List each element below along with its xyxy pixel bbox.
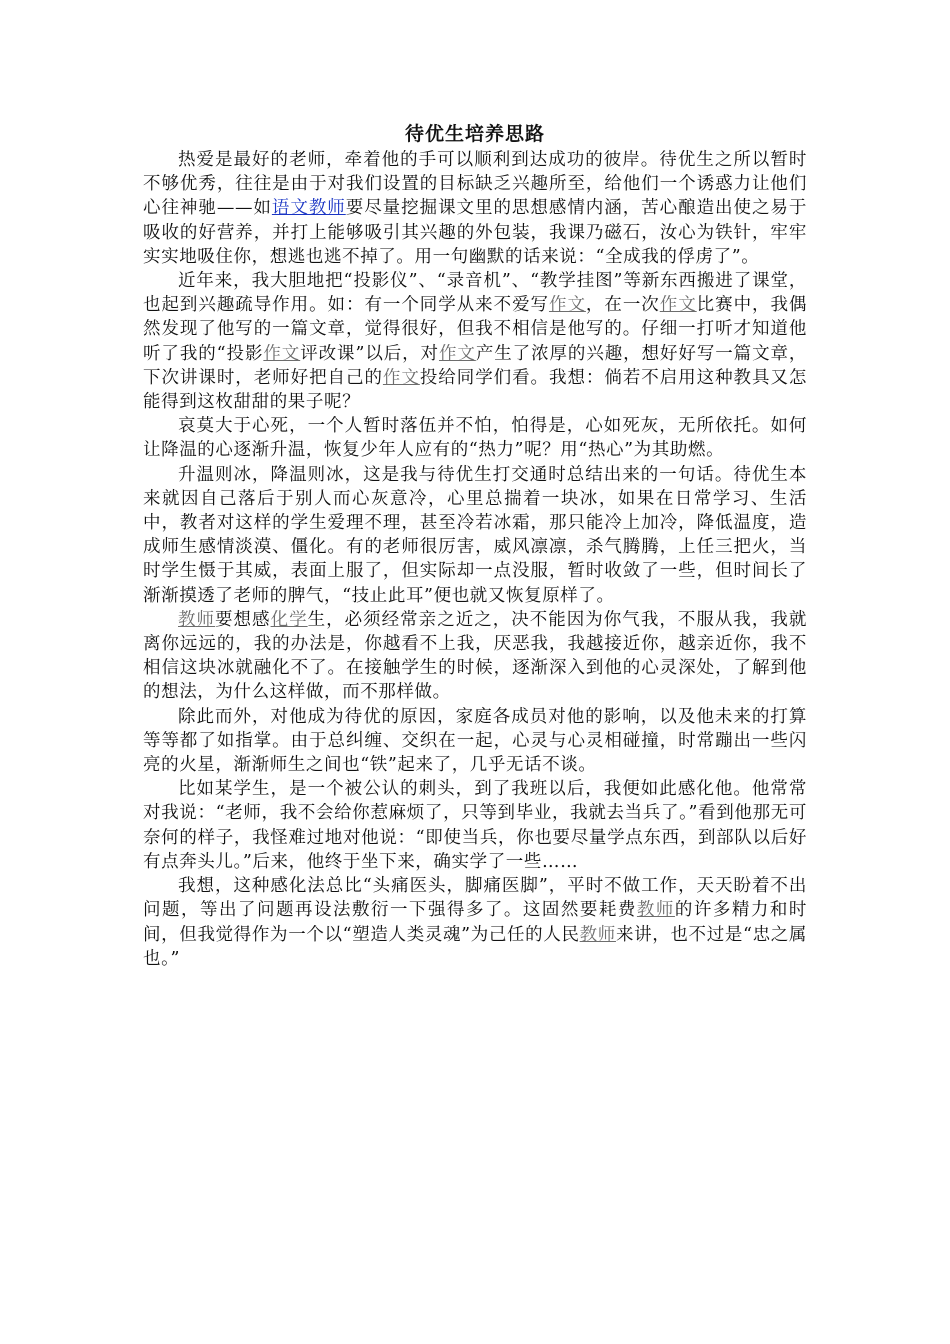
- paragraph: [143, 414, 807, 462]
- paragraph-text: 要尽量挖掘课文里的思想感情内涵，苦心酿造出使之易于吸收的好营养，并打上能够吸引其兴趣的外包装，我课乃磁石，汝心为铁针，牢牢实实地吸住你，想逃也逃不掉了。用一句幽默的话来说：“全成我的俘虏了”。: [143, 198, 807, 267]
- keyword-link[interactable]: 语文教师: [271, 198, 346, 219]
- keyword-link[interactable]: 教师: [579, 924, 616, 945]
- keyword-link[interactable]: 作文: [659, 295, 697, 316]
- paragraph-text: 我想，这种感化法总比“头痛医头，脚痛医脚”，平时不做工作，天天盼着不出问题，等出了问题再设法敷衍一下强得多了。这固然要耗费: [143, 876, 807, 921]
- paragraph-text: 哀莫大于心死，一个人暂时落伍并不怕，怕得是，心如死灰，无所依托。如何让降温的心逐渐升温，恢复少年人应有的“热力”呢？用“热心”为其助燃。: [143, 416, 807, 461]
- paragraph: [143, 705, 807, 778]
- keyword-link[interactable]: 作文: [263, 343, 301, 364]
- keyword-link[interactable]: 作文: [548, 295, 586, 316]
- keyword-link[interactable]: 教师: [178, 609, 216, 630]
- paragraph-text: 热爱是最好的老师，牵着他的手可以顺利到达成功的彼岸。待优生之所以暂时不够优秀，往往是由于对我们设置的目标缺乏兴趣所至，给他们一个诱惑力让他们心往神驰——如: [143, 150, 807, 219]
- paragraph-list: [143, 148, 807, 971]
- keyword-link[interactable]: 作文: [438, 343, 476, 364]
- paragraph: [143, 608, 807, 705]
- page-title: 待优生培养思路: [404, 123, 545, 145]
- paragraph: [143, 874, 807, 971]
- paragraph-text: 近年来，我大胆地把“投影仪”、“录音机”、“教学挂图”等新东西搬进了课堂，也起到兴趣疏导作用。如：有一个同学从来不爱写: [143, 271, 807, 316]
- paragraph-text: 比赛中，我偶然发现了他写的一篇文章，觉得很好，但我不相信是他写的。仔细一打听才知道他听了我的“投影: [143, 295, 808, 364]
- paragraph-text: 投给同学们看。我想：倘若不启用这种教具又怎能得到这枚甜甜的果子呢？: [143, 367, 807, 413]
- paragraph-text: 升温则冰，降温则冰，这是我与待优生打交通时总结出来的一句话。待优生本来就因自己落后于别人而心灰意冷，心里总揣着一块冰，如果在日常学习、生活中，教者对这样的学生爱理不理，甚至冷若冰霜，那只能冷上加冷，降低温度，造成师生感情淡漠、僵化。有的老师很厉害，威风凛凛，杀气腾腾，上任三把火，当时学生慑于其威，表面上服了，但实际却一点没服，暂时收敛了一些，但时间长了渐渐摸透了老师的脾气，“技止此耳”便也就又恢复原样了。: [143, 464, 807, 606]
- paragraph: [143, 777, 807, 874]
- paragraph-text: 比如某学生，是一个被公认的刺头，到了我班以后，我便如此感化他。他常常对我说：“老师，我不会给你惹麻烦了，只等到毕业，我就去当兵了。”看到他那无可奈何的样子，我怪难过地对他说：“即使当兵，你也要尽量学点东西，到部队以后好有点奔头儿。”后来，他终于坐下来，确实学了一些……: [143, 779, 807, 872]
- keyword-link[interactable]: 作文: [382, 367, 420, 388]
- document-body: [143, 120, 807, 971]
- paragraph-text: ，在一次: [585, 295, 660, 316]
- paragraph: [143, 269, 807, 414]
- paragraph-text: 的许多精力和时间，但我觉得作为一个以“塑造人类灵魂”为己任的人民: [143, 900, 808, 945]
- paragraph: [143, 148, 807, 269]
- paragraph: [143, 463, 807, 608]
- paragraph-text: 评改课”以后，对: [300, 343, 439, 364]
- paragraph-text: 除此而外，对他成为待优的原因，家庭各成员对他的影响，以及他未来的打算等等都了如指掌。由于总纠缠、交织在一起，心灵与心灵相碰撞，时常蹦出一些闪亮的火星，渐渐师生之间也“铁”起来了，几乎无话不谈。: [143, 706, 807, 776]
- paragraph-text: 生，必须经常亲之近之，决不能因为你气我，不服从我，我就离你远远的，我的办法是，你越看不上我，厌恶我，我越接近你，越亲近你，我不相信这块冰就融化不了。在接触学生的时候，逐渐深入到他的心灵深处，了解到他的想法，为什么这样做，而不那样做。: [143, 609, 808, 703]
- paragraph-text: 要想感: [215, 609, 271, 630]
- paragraph-text: 产生了浓厚的兴趣，想好好写一篇文章，下次讲课时，老师好把自己的: [143, 343, 807, 388]
- paragraph-text: 来讲，也不过是“忠之属也。”: [143, 924, 807, 969]
- keyword-link[interactable]: 教师: [636, 900, 675, 921]
- keyword-link[interactable]: 化学: [270, 609, 308, 630]
